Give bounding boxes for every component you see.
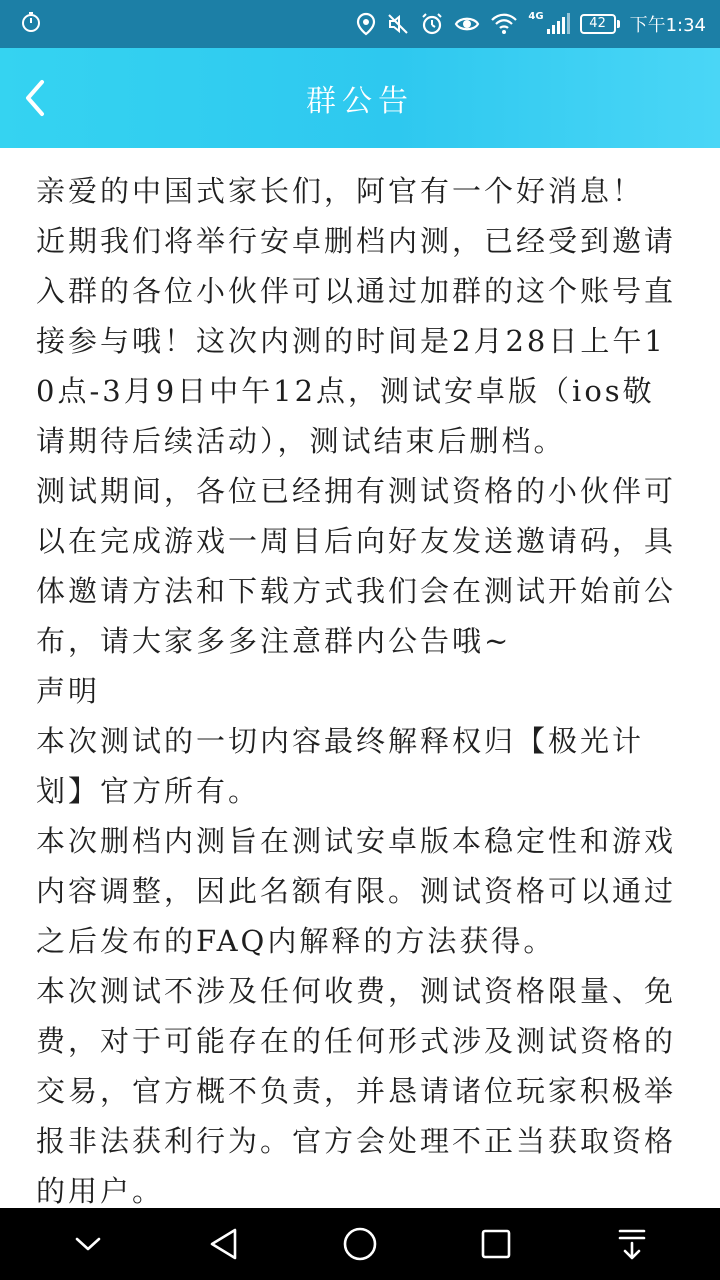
page-title: 群公告 [306,84,414,119]
eye-icon [454,13,480,35]
battery-icon [580,14,620,34]
status-bar [0,0,720,48]
network-type: 4G [528,10,544,22]
back-button[interactable] [10,73,60,123]
back-triangle-icon [208,1227,240,1261]
battery-level: 42 [580,14,616,34]
nav-recents-button[interactable] [460,1208,532,1280]
wifi-icon [490,12,518,36]
signal-icon [546,12,570,36]
nav-home-button[interactable] [324,1208,396,1280]
recents-square-icon [480,1228,512,1260]
announcement-content[interactable] [0,148,720,1208]
location-icon [356,12,376,36]
system-nav-bar [0,1208,720,1280]
announcement-paragraph: 本次测试的一切内容最终解释权归【极光计划】官方所有。 [36,724,645,808]
chevron-down-icon [74,1235,102,1253]
announcement-paragraph: 本次测试不涉及任何收费，测试资格限量、免费，对于可能存在的任何形式涉及测试资格的交易，官方概不负责，并恳请诸位玩家积极举报非法获利行为。官方会处理不正当获取资格的用户。 [36,974,677,1208]
mute-icon [386,12,410,36]
chevron-left-icon [20,78,50,118]
header [0,48,720,148]
alarm-icon [420,12,444,36]
hide-nav-button[interactable] [52,1208,124,1280]
announcement-paragraph: 本次删档内测旨在测试安卓版本稳定性和游戏内容调整，因此名额有限。测试资格可以通过之后发布的FAQ内解释的方法获得。 [36,824,677,958]
stopwatch-icon [20,11,42,37]
announcement-heading: 声明 [36,674,101,708]
clock-time: 下午1:34 [629,15,706,36]
announcement-paragraph: 亲爱的中国式家长们，阿官有一个好消息！ [36,174,645,208]
notification-pull-icon [617,1227,647,1261]
announcement-paragraph: 近期我们将举行安卓删档内测，已经受到邀请入群的各位小伙伴可以通过加群的这个账号直接参与哦！这次内测的时间是2月28日上午10点-3月9日中午12点，测试安卓版（ios敬请期待后续活动），测试结束后删档。 [36,224,677,458]
announcement-paragraph: 测试期间，各位已经拥有测试资格的小伙伴可以在完成游戏一周目后向好友发送邀请码，具体邀请方法和下载方式我们会在测试开始前公布，请大家多多注意群内公告哦~ [36,474,677,658]
nav-notification-button[interactable] [596,1208,668,1280]
home-circle-icon [342,1226,378,1262]
nav-back-button[interactable] [188,1208,260,1280]
